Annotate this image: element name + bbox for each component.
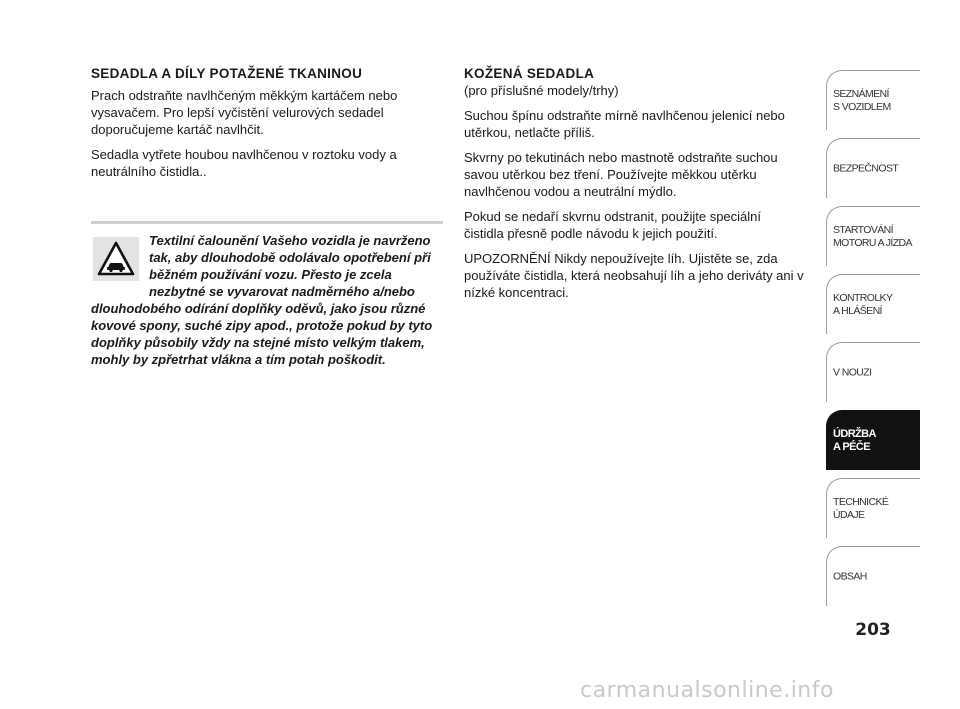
watermark: carmanualsonline.info bbox=[580, 678, 834, 703]
tab-label: SEZNÁMENÍ S VOZIDLEM bbox=[833, 87, 891, 113]
leather-seats-subtitle: (pro příslušné modely/trhy) bbox=[464, 83, 619, 98]
tab-technicke[interactable] bbox=[826, 478, 920, 538]
tab-label: OBSAH bbox=[833, 570, 867, 582]
tab-udrzba[interactable] bbox=[826, 410, 920, 470]
tab-label: KONTROLKY A HLÁŠENÍ bbox=[833, 291, 893, 317]
tab-seznameni[interactable] bbox=[826, 70, 920, 130]
fabric-paragraph-2: Sedadla vytřete houbou navlhčenou v roztoku vody a neutrálního čistidla.. bbox=[91, 147, 397, 179]
leather-paragraph-2: Skvrny po tekutinách nebo mastnotě odstraňte suchou savou utěrkou bez tření. Používejte měkkou utěrku navlhčenou vodou a neutrální mýdlo. bbox=[464, 150, 778, 199]
tab-label: TECHNICKÉ ÚDAJE bbox=[833, 495, 889, 521]
right-column bbox=[464, 66, 804, 309]
tab-startovani[interactable] bbox=[826, 206, 920, 266]
tab-label: V NOUZI bbox=[833, 366, 872, 378]
warning-text: Textilní čalounění Vašeho vozidla je navrženo tak, aby dlouhodobě odolávalo opotřebení při běžném používání vozu. Přesto je zcela nezbytné se vyvarovat nadměrného a/nebo dlouhodobého odírání doplňky oděvů, jako jsou různé kovové spony, suché zipy apod., protože pokud by tyto doplňky působily vždy na stejné místo velkým tlakem, mohly by zpřetrhat vlákna a tím potah poškodit. bbox=[91, 233, 433, 367]
fabric-seats-heading: SEDADLA A DÍLY POTAŽENÉ TKANINOU bbox=[91, 66, 363, 81]
leather-paragraph-3: Pokud se nedaří skvrnu odstranit, použijte speciální čistidla přesně podle návodu k jejich použití. bbox=[464, 209, 762, 241]
tab-bezpecnost[interactable] bbox=[826, 138, 920, 198]
leather-paragraph-1: Suchou špínu odstraňte mírně navlhčenou jelenicí nebo utěrkou, netlačte příliš. bbox=[464, 108, 785, 140]
warning-box bbox=[91, 221, 443, 368]
chapter-tabs bbox=[826, 70, 920, 614]
tab-obsah[interactable] bbox=[826, 546, 920, 606]
leather-seats-heading: KOŽENÁ SEDADLA bbox=[464, 66, 595, 81]
tab-label: ÚDRŽBA A PÉČE bbox=[833, 427, 876, 453]
tab-v-nouzi[interactable] bbox=[826, 342, 920, 402]
tab-kontrolky[interactable] bbox=[826, 274, 920, 334]
fabric-paragraph-1: Prach odstraňte navlhčeným měkkým kartáčem nebo vysavačem. Pro lepší vyčistění velurových sedadel doporučujeme kartáč navlhčit. bbox=[91, 88, 398, 137]
tab-label: BEZPEČNOST bbox=[833, 162, 899, 174]
warning-divider bbox=[91, 221, 443, 224]
car-warning-triangle-icon bbox=[93, 237, 139, 281]
page-number: 203 bbox=[855, 620, 891, 640]
left-column bbox=[91, 66, 443, 188]
tab-label: STARTOVÁNÍ MOTORU A JÍZDA bbox=[833, 223, 912, 249]
leather-paragraph-4: UPOZORNĚNÍ Nikdy nepoužívejte líh. Ujistěte se, zda používáte čistidla, která neobsahují líh a jeho deriváty ani v nízké koncentraci. bbox=[464, 251, 804, 300]
